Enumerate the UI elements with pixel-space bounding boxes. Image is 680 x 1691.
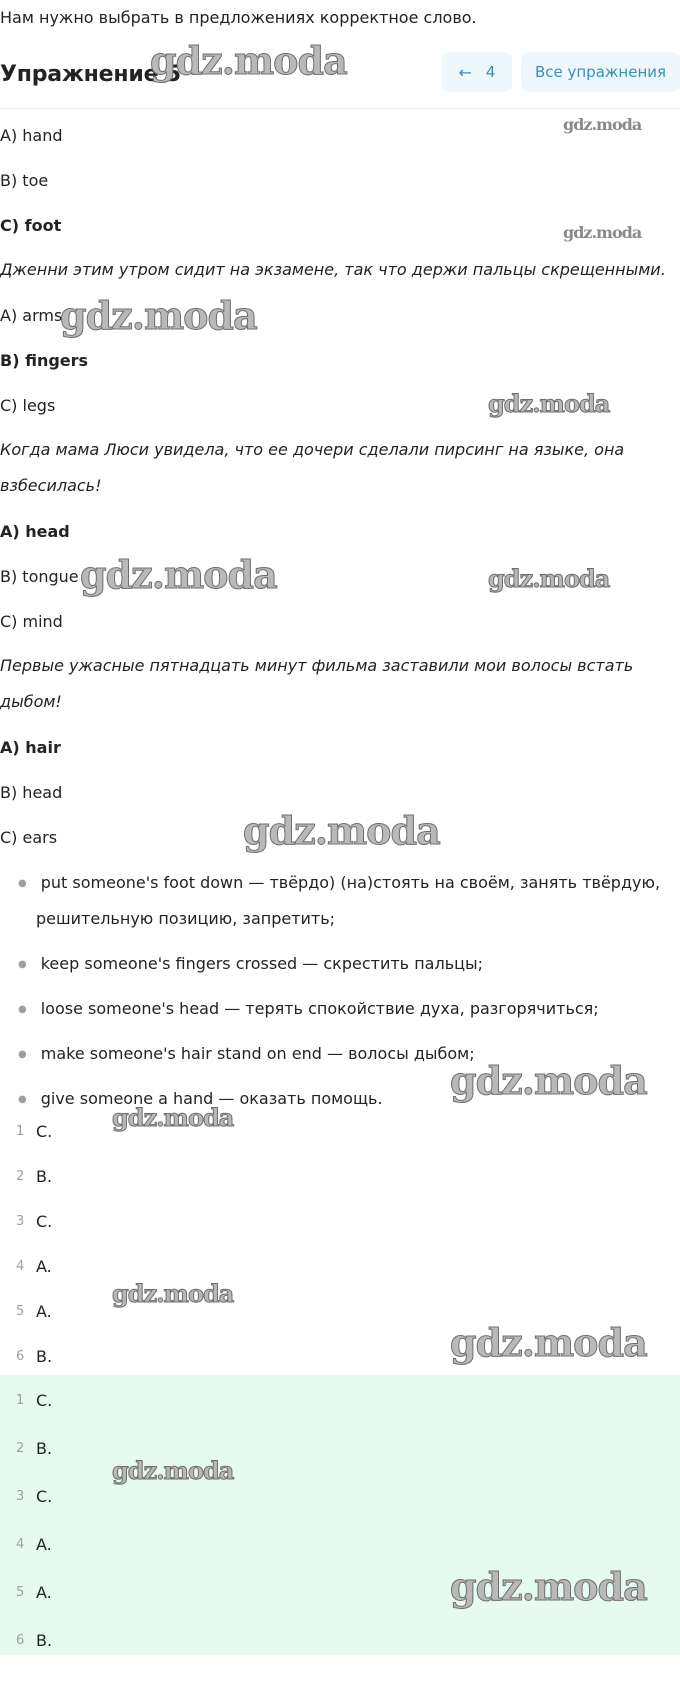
answer-number: 5 [16, 1304, 25, 1319]
previous-exercise-button[interactable] [442, 52, 512, 92]
bullet-icon: ● [18, 878, 27, 889]
answer-value: C. [36, 1391, 53, 1410]
watermark-logo: gdz.moda [488, 389, 610, 418]
option-c-correct: C) foot [0, 216, 62, 235]
answer-value: C. [36, 1212, 53, 1231]
option-b: B) tongue [0, 567, 79, 586]
arrow-left-icon: ← [458, 62, 472, 82]
answer-number: 1 [16, 1393, 25, 1408]
idiom-list-item [18, 999, 599, 1018]
answer-number: 6 [16, 1349, 25, 1364]
answer-number: 3 [16, 1214, 25, 1229]
sentence-text: Дженни этим утром сидит на экзамене, так что держи пальцы скрещенными. [0, 260, 666, 279]
watermark-logo: gdz.moda [563, 223, 642, 242]
option-a: A) arms [0, 306, 63, 325]
answer-value: A. [36, 1583, 52, 1602]
idiom-text: make someone's hair stand on end — волосы дыбом; [40, 1044, 475, 1063]
watermark-logo: gdz.moda [150, 38, 347, 83]
answer-value: A. [36, 1257, 52, 1276]
option-a: A) hand [0, 126, 63, 145]
idiom-text: give someone a hand — оказать помощь. [40, 1089, 383, 1108]
all-exercises-button[interactable]: Все упражнения [521, 52, 680, 92]
answer-value: B. [36, 1439, 53, 1458]
watermark-logo: gdz.moda [450, 1320, 647, 1365]
answer-value: A. [36, 1302, 52, 1321]
watermark-logo: gdz.moda [112, 1456, 234, 1485]
answer-number: 3 [16, 1489, 25, 1504]
idiom-text-continued: решительную позицию, запретить; [36, 909, 336, 928]
idiom-list-item [18, 1044, 475, 1063]
bullet-icon: ● [18, 1094, 27, 1105]
watermark-logo: gdz.moda [80, 552, 277, 597]
answers-highlight-block [0, 1375, 680, 1655]
watermark-logo: gdz.moda [243, 808, 440, 853]
sentence-text: Когда мама Люси увидела, что ее дочери сделали пирсинг на языке, она взбесилась! [0, 440, 625, 495]
answer-number: 4 [16, 1537, 25, 1552]
idiom-list-item [18, 873, 660, 892]
page-title: Упражнение 5 [0, 62, 181, 87]
idiom-text: loose someone's head — терять спокойствие духа, разгорячиться; [40, 999, 599, 1018]
answer-value: B. [36, 1631, 53, 1650]
previous-exercise-label: 4 [485, 63, 496, 81]
watermark-logo: gdz.moda [450, 1564, 647, 1609]
idiom-text: put someone's foot down — твёрдо) (на)стоять на своём, занять твёрдую, [40, 873, 661, 892]
watermark-logo: gdz.moda [60, 293, 257, 338]
idiom-list-item [18, 954, 483, 973]
bullet-icon: ● [18, 959, 27, 970]
option-c: C) legs [0, 396, 56, 415]
option-b: B) head [0, 783, 63, 802]
option-c: C) mind [0, 612, 63, 631]
option-b-correct: B) fingers [0, 351, 89, 370]
answer-value: A. [36, 1535, 52, 1554]
intro-text: Нам нужно выбрать в предложениях корректное слово. [0, 8, 477, 27]
watermark-logo: gdz.moda [112, 1103, 234, 1132]
option-a-correct: A) hair [0, 738, 61, 757]
option-b: B) toe [0, 171, 49, 190]
answer-value: B. [36, 1347, 53, 1366]
option-c: C) ears [0, 828, 58, 847]
answer-number: 5 [16, 1585, 25, 1600]
answer-number: 1 [16, 1124, 25, 1139]
divider [0, 108, 680, 109]
answer-number: 6 [16, 1633, 25, 1648]
answer-value: B. [36, 1167, 53, 1186]
idiom-text: keep someone's fingers crossed — скрестить пальцы; [40, 954, 484, 973]
sentence-text: Первые ужасные пятнадцать минут фильма заставили мои волосы встать дыбом! [0, 656, 634, 711]
bullet-icon: ● [18, 1004, 27, 1015]
bullet-icon: ● [18, 1049, 27, 1060]
watermark-logo: gdz.moda [450, 1058, 647, 1103]
option-a-correct: A) head [0, 522, 70, 541]
watermark-logo: gdz.moda [112, 1279, 234, 1308]
watermark-logo: gdz.moda [563, 115, 642, 134]
answer-number: 2 [16, 1441, 25, 1456]
watermark-logo: gdz.moda [488, 564, 610, 593]
answer-number: 2 [16, 1169, 25, 1184]
answer-number: 4 [16, 1259, 25, 1274]
answer-value: C. [36, 1122, 53, 1141]
answer-value: C. [36, 1487, 53, 1506]
